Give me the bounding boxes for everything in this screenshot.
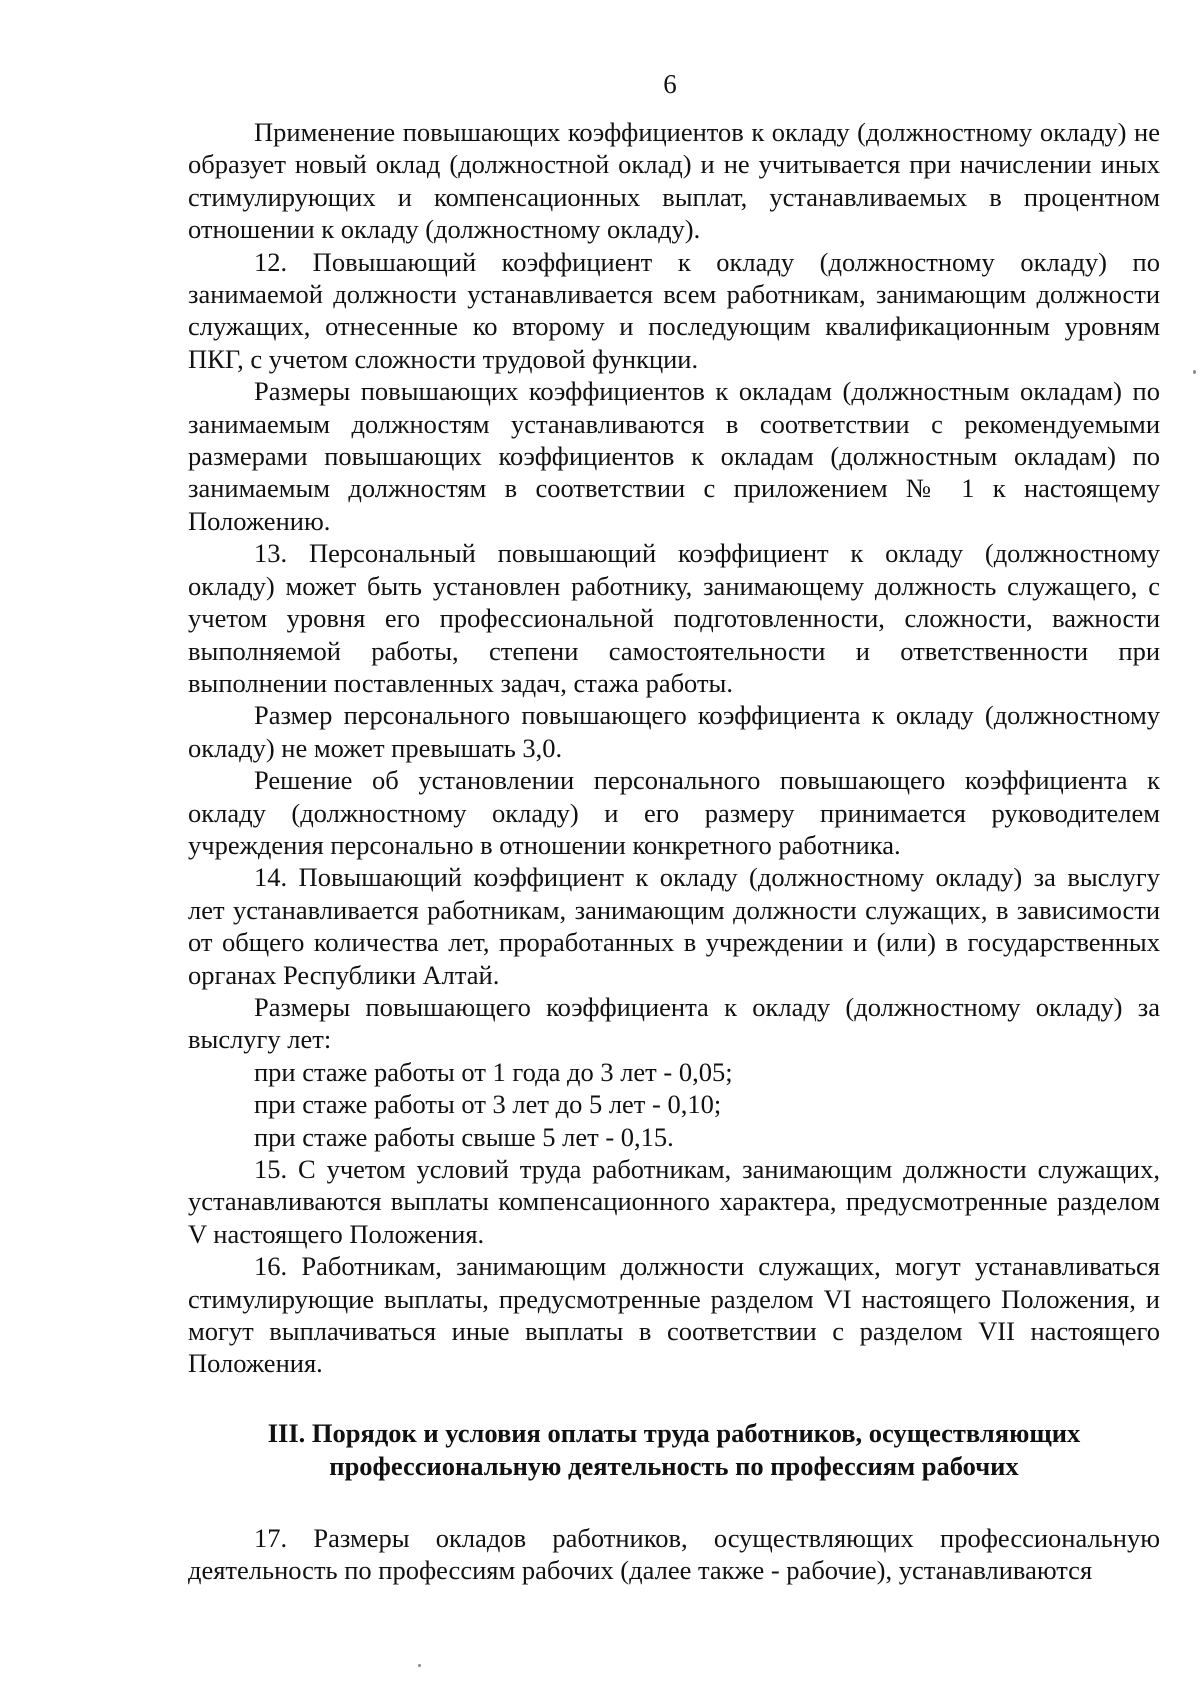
scan-speck [418, 1664, 421, 1667]
document-body [188, 116, 1160, 1380]
document-body-tail [188, 1522, 1160, 1587]
paragraph-16: 16. Работникам, занимающим должности служащих, могут устанавливаться стимулирующие выплаты, предусмотренные разделом VI настоящего Положения, и могут выплачиваться иные выплаты в соответствии с разделом VII настоящего Положения. [188, 1251, 1160, 1379]
paragraph-15: 15. С учетом условий труда работникам, занимающим должности служащих, устанавливаются выплаты компенсационного характера, предусмотренные разделом V настоящего Положения. [188, 1154, 1160, 1249]
seniority-item-3: при стаже работы свыше 5 лет - 0,15. [254, 1121, 674, 1152]
seniority-item-1: при стаже работы от 1 года до 3 лет - 0,05; [254, 1056, 733, 1087]
section-heading-line-2: профессиональную деятельность по профессиям рабочих [329, 1451, 1019, 1481]
paragraph-14: 14. Повышающий коэффициент к окладу (должностному окладу) за выслугу лет устанавливается работникам, занимающим должности служащих, в зависимости от общего количества лет, проработанных в учреждении и (или) в государственных органах Республики Алтай. [188, 862, 1160, 990]
paragraph-14-sizes: Размеры повышающего коэффициента к окладу (должностному окладу) за выслугу лет: [188, 991, 1160, 1055]
paragraph-13: 13. Персональный повышающий коэффициент к окладу (должностному окладу) может быть установлен работнику, занимающему должность служащего, с учетом уровня его профессиональной подготовленности, сложности, важности выполняемой работы, степени самостоятельности и ответственности при выполнении поставленных задач, стажа работы. [188, 538, 1160, 698]
paragraph-17: 17. Размеры окладов работников, осуществляющих профессиональную деятельность по профессиям рабочих (далее также - рабочие), устанавливаются [188, 1523, 1160, 1586]
seniority-item-2: при стаже работы от 3 лет до 5 лет - 0,10; [254, 1089, 722, 1120]
paragraph-coefficients-note: Применение повышающих коэффициентов к окладу (должностному окладу) не образует новый оклад (должностной оклад) и не учитывается при начислении иных стимулирующих и компенсационных выплат, устанавливаемых в процентном отношении к окладу (должностному окладу). [188, 117, 1160, 245]
section-heading-line-1: III. Порядок и условия оплаты труда работников, осуществляющих [267, 1418, 1081, 1448]
paragraph-12: 12. Повышающий коэффициент к окладу (должностному окладу) по занимаемой должности устанавливается всем работникам, занимающим должности служащих, отнесенные ко второму и последующим квалификационным уровням ПКГ, с учетом сложности трудовой функции. [188, 246, 1160, 374]
page-number: 6 [663, 69, 677, 99]
paragraph-13-max-size: Размер персонального повышающего коэффициента к окладу (должностному окладу) не может превышать 3,0. [188, 700, 1160, 763]
section-heading-iii [188, 1417, 1160, 1483]
scan-speck [1193, 370, 1196, 374]
paragraph-12-sizes: Размеры повышающих коэффициентов к окладам (должностным окладам) по занимаемым должностям устанавливаются в соответствии с рекомендуемыми размерами повышающих коэффициентов к окладам (должностным окладам) по занимаемым должностям в соответствии с приложением № 1 к настоящему Положению. [188, 376, 1160, 536]
paragraph-13-decision: Решение об установлении персонального повышающего коэффициента к окладу (должностному окладу) и его размеру принимается руководителем учреждения персонально в отношении конкретного работника. [188, 765, 1160, 860]
